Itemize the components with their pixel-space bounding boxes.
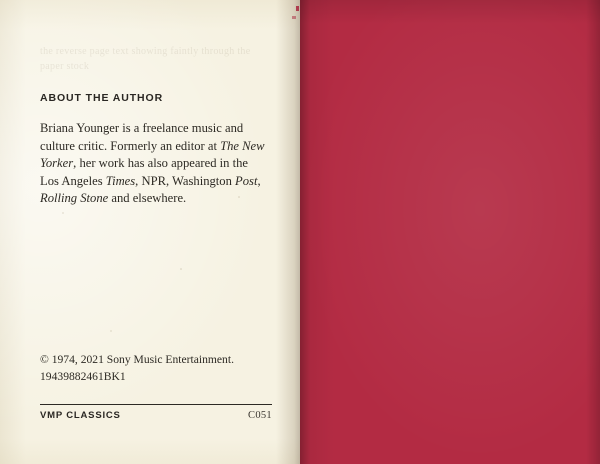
- bio-text-4: ,: [257, 173, 261, 188]
- bio-text-3: , NPR, Washington: [135, 173, 236, 188]
- footer-catalog-code: C051: [248, 410, 272, 421]
- bio-emphasis-times: Times: [105, 173, 136, 188]
- copyright-line: © 1974, 2021 Sony Music Entertainment.: [40, 353, 234, 366]
- bio-emphasis-post: Post: [235, 173, 258, 188]
- showthrough-text-top: the reverse page text showing faintly through the paper stock: [40, 46, 251, 72]
- author-bio-paragraph: [40, 120, 266, 208]
- left-page-content: [40, 0, 272, 464]
- copyright-block: [40, 352, 270, 385]
- binding-stitch: [292, 16, 296, 19]
- bio-text-2: , her work has also appeared in the Los Angeles: [40, 156, 248, 188]
- binding-stitch: [296, 6, 299, 11]
- bio-text-1: Briana Younger is a freelance music and culture critic. Formerly an editor at: [40, 121, 244, 153]
- bio-emphasis-rolling-stone: Rolling Stone: [40, 191, 109, 206]
- bio-emphasis-new-yorker: The New Yorker: [40, 138, 265, 171]
- catalog-number: 19439882461BK1: [40, 369, 126, 383]
- page-footer: [40, 404, 272, 421]
- footer-brand-label: VMP CLASSICS: [40, 410, 121, 421]
- about-the-author-heading: ABOUT THE AUTHOR: [40, 92, 164, 104]
- bio-text-5: and elsewhere.: [108, 191, 187, 206]
- right-page-endpaper: [300, 0, 600, 464]
